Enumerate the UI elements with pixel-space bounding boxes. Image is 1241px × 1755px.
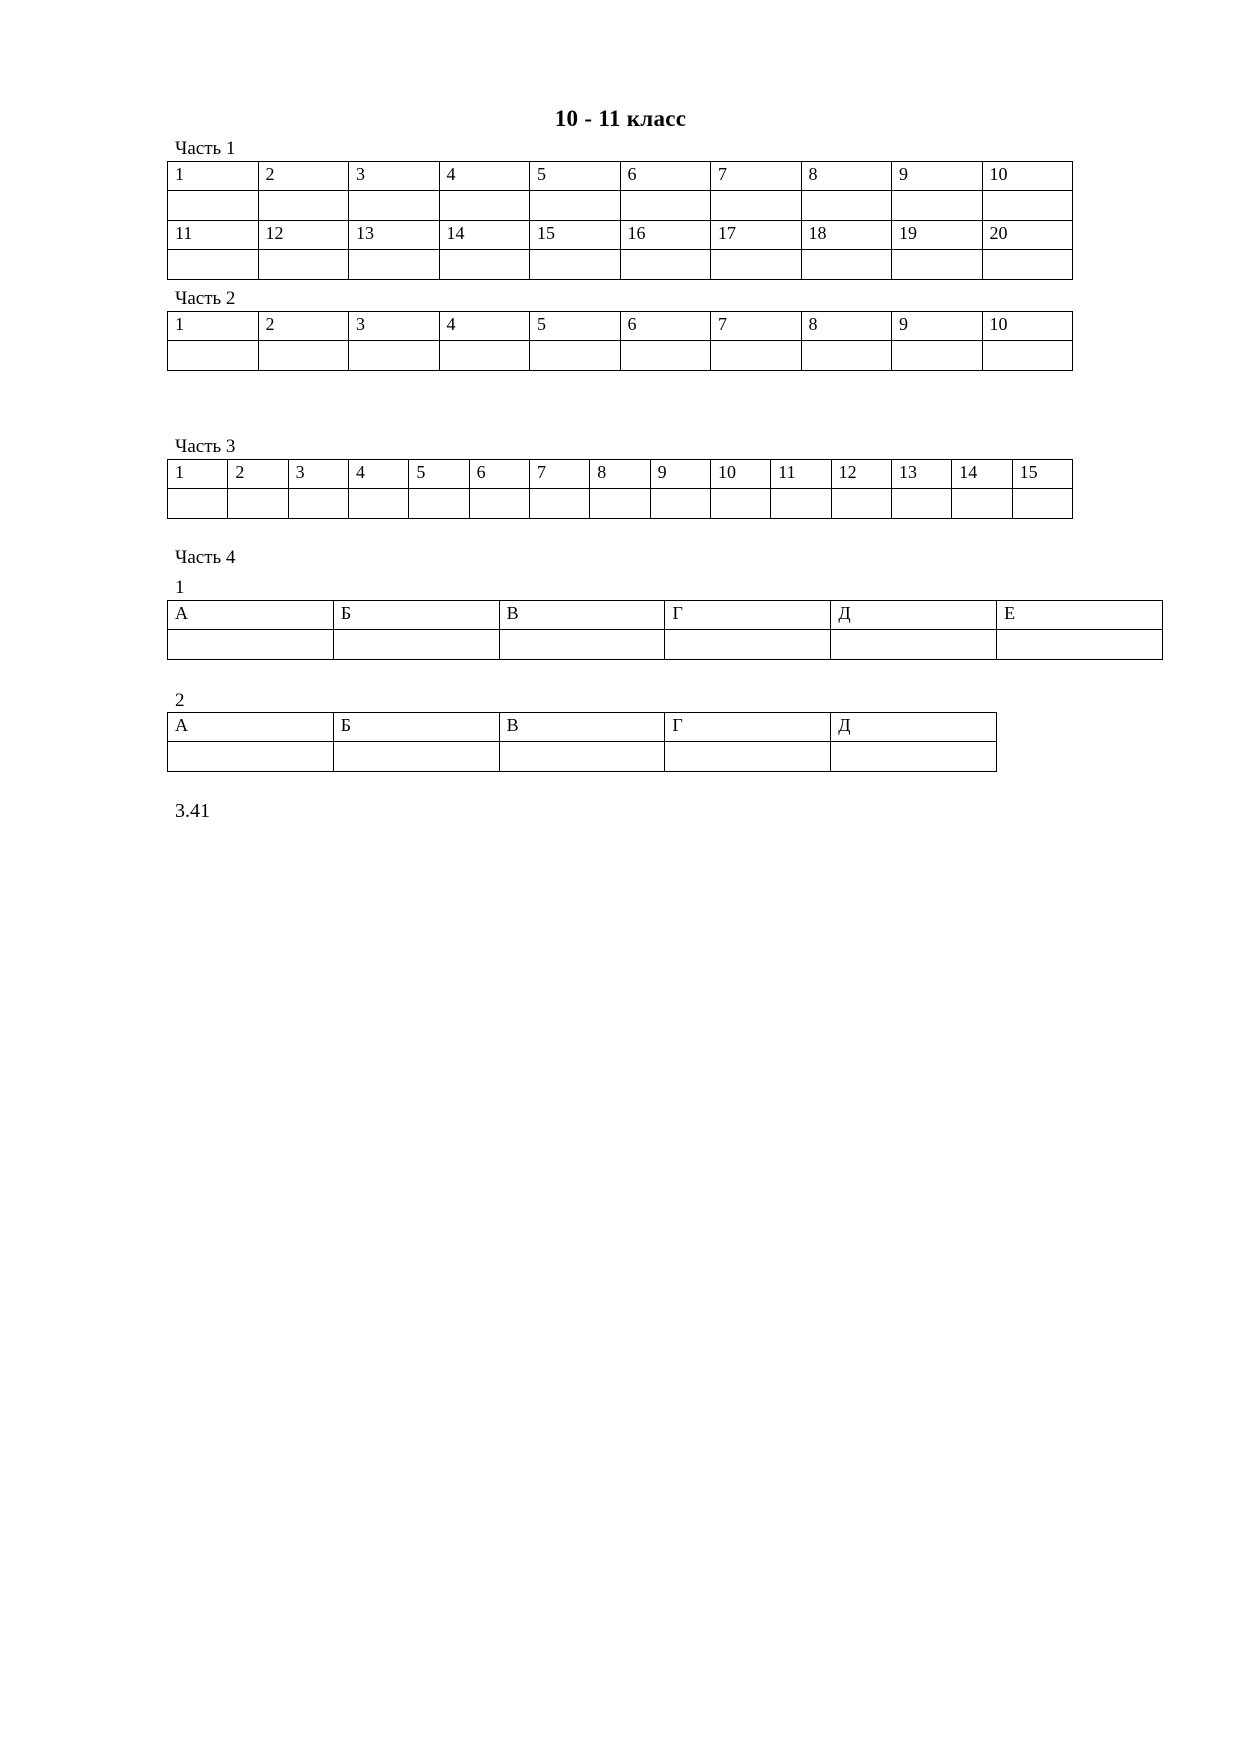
cell-answer-blank[interactable] bbox=[409, 489, 469, 519]
cell-option-letter: Г bbox=[665, 713, 831, 742]
table-row bbox=[168, 221, 1073, 250]
cell-answer-blank[interactable] bbox=[620, 191, 711, 221]
cell-answer-blank[interactable] bbox=[228, 489, 288, 519]
cell-option-letter: Е bbox=[997, 601, 1163, 630]
cell-option-letter: Б bbox=[333, 713, 499, 742]
cell-question-number: 3 bbox=[349, 162, 440, 191]
cell-answer-blank[interactable] bbox=[892, 191, 983, 221]
cell-question-number: 9 bbox=[650, 460, 710, 489]
section-label-part3: Часть 3 bbox=[175, 436, 236, 457]
cell-question-number: 3 bbox=[349, 312, 440, 341]
page-title: 10 - 11 класс bbox=[554, 106, 687, 131]
cell-answer-blank[interactable] bbox=[349, 250, 440, 280]
cell-answer-blank[interactable] bbox=[288, 489, 348, 519]
cell-question-number: 14 bbox=[952, 460, 1012, 489]
footer-note: 3.41 bbox=[175, 800, 210, 822]
table-row bbox=[168, 460, 1073, 489]
cell-answer-blank[interactable] bbox=[529, 489, 589, 519]
answer-table-part3 bbox=[167, 459, 1073, 519]
cell-answer-blank[interactable] bbox=[650, 489, 710, 519]
cell-answer-blank[interactable] bbox=[168, 742, 334, 772]
cell-question-number: 7 bbox=[711, 162, 802, 191]
cell-question-number: 15 bbox=[530, 221, 621, 250]
section-label-part4: Часть 4 bbox=[175, 547, 236, 568]
cell-question-number: 5 bbox=[530, 162, 621, 191]
cell-question-number: 18 bbox=[801, 221, 892, 250]
cell-question-number: 13 bbox=[891, 460, 951, 489]
cell-answer-blank[interactable] bbox=[711, 191, 802, 221]
cell-question-number: 16 bbox=[620, 221, 711, 250]
cell-option-letter: Д bbox=[831, 713, 997, 742]
cell-question-number: 10 bbox=[982, 162, 1073, 191]
cell-answer-blank[interactable] bbox=[258, 250, 349, 280]
cell-answer-blank[interactable] bbox=[997, 630, 1163, 660]
cell-answer-blank[interactable] bbox=[168, 341, 259, 371]
cell-answer-blank[interactable] bbox=[711, 341, 802, 371]
cell-answer-blank[interactable] bbox=[892, 250, 983, 280]
cell-question-number: 10 bbox=[710, 460, 770, 489]
cell-question-number: 12 bbox=[831, 460, 891, 489]
cell-answer-blank[interactable] bbox=[530, 191, 621, 221]
answer-table-part4-1 bbox=[167, 600, 1163, 660]
cell-answer-blank[interactable] bbox=[771, 489, 831, 519]
cell-question-number: 17 bbox=[711, 221, 802, 250]
cell-question-number: 20 bbox=[982, 221, 1073, 250]
answer-table-part1 bbox=[167, 161, 1073, 280]
cell-question-number: 11 bbox=[168, 221, 259, 250]
cell-answer-blank[interactable] bbox=[439, 341, 530, 371]
cell-answer-blank[interactable] bbox=[258, 341, 349, 371]
table-row bbox=[168, 341, 1073, 371]
cell-question-number: 2 bbox=[258, 162, 349, 191]
cell-answer-blank[interactable] bbox=[499, 742, 665, 772]
cell-answer-blank[interactable] bbox=[711, 250, 802, 280]
cell-answer-blank[interactable] bbox=[801, 341, 892, 371]
cell-answer-blank[interactable] bbox=[469, 489, 529, 519]
cell-answer-blank[interactable] bbox=[982, 191, 1073, 221]
cell-answer-blank[interactable] bbox=[348, 489, 408, 519]
table-row bbox=[168, 489, 1073, 519]
cell-answer-blank[interactable] bbox=[499, 630, 665, 660]
cell-question-number: 4 bbox=[348, 460, 408, 489]
cell-answer-blank[interactable] bbox=[665, 742, 831, 772]
cell-question-number: 1 bbox=[168, 460, 228, 489]
cell-question-number: 6 bbox=[620, 312, 711, 341]
cell-question-number: 4 bbox=[439, 312, 530, 341]
cell-question-number: 5 bbox=[530, 312, 621, 341]
cell-answer-blank[interactable] bbox=[168, 630, 334, 660]
cell-answer-blank[interactable] bbox=[665, 630, 831, 660]
cell-option-letter: Б bbox=[333, 601, 499, 630]
cell-question-number: 19 bbox=[892, 221, 983, 250]
cell-answer-blank[interactable] bbox=[801, 250, 892, 280]
table-row bbox=[168, 601, 1163, 630]
subsection-label-part4-2: 2 bbox=[175, 690, 185, 711]
cell-question-number: 2 bbox=[228, 460, 288, 489]
cell-option-letter: Д bbox=[831, 601, 997, 630]
table-row bbox=[168, 162, 1073, 191]
cell-answer-blank[interactable] bbox=[530, 341, 621, 371]
cell-question-number: 4 bbox=[439, 162, 530, 191]
cell-answer-blank[interactable] bbox=[530, 250, 621, 280]
cell-answer-blank[interactable] bbox=[831, 742, 997, 772]
cell-answer-blank[interactable] bbox=[168, 489, 228, 519]
cell-answer-blank[interactable] bbox=[892, 341, 983, 371]
cell-answer-blank[interactable] bbox=[801, 191, 892, 221]
answer-table-part4-2 bbox=[167, 712, 997, 772]
cell-question-number: 8 bbox=[801, 162, 892, 191]
cell-answer-blank[interactable] bbox=[439, 250, 530, 280]
cell-answer-blank[interactable] bbox=[349, 341, 440, 371]
cell-question-number: 7 bbox=[529, 460, 589, 489]
cell-question-number: 10 bbox=[982, 312, 1073, 341]
cell-answer-blank[interactable] bbox=[831, 489, 891, 519]
cell-answer-blank[interactable] bbox=[439, 191, 530, 221]
cell-question-number: 3 bbox=[288, 460, 348, 489]
cell-question-number: 7 bbox=[711, 312, 802, 341]
table-row bbox=[168, 742, 997, 772]
answer-table-part2 bbox=[167, 311, 1073, 371]
cell-question-number: 5 bbox=[409, 460, 469, 489]
cell-question-number: 9 bbox=[892, 312, 983, 341]
cell-answer-blank[interactable] bbox=[891, 489, 951, 519]
cell-answer-blank[interactable] bbox=[333, 630, 499, 660]
cell-answer-blank[interactable] bbox=[349, 191, 440, 221]
cell-answer-blank[interactable] bbox=[333, 742, 499, 772]
cell-answer-blank[interactable] bbox=[620, 341, 711, 371]
table-row bbox=[168, 250, 1073, 280]
cell-answer-blank[interactable] bbox=[982, 250, 1073, 280]
cell-answer-blank[interactable] bbox=[590, 489, 650, 519]
cell-question-number: 9 bbox=[892, 162, 983, 191]
cell-question-number: 2 bbox=[258, 312, 349, 341]
subsection-label-part4-1: 1 bbox=[175, 577, 185, 598]
cell-answer-blank[interactable] bbox=[168, 250, 259, 280]
cell-question-number: 1 bbox=[168, 312, 259, 341]
cell-option-letter: В bbox=[499, 601, 665, 630]
cell-question-number: 14 bbox=[439, 221, 530, 250]
cell-question-number: 6 bbox=[620, 162, 711, 191]
cell-question-number: 1 bbox=[168, 162, 259, 191]
cell-option-letter: Г bbox=[665, 601, 831, 630]
cell-answer-blank[interactable] bbox=[982, 341, 1073, 371]
section-label-part1: Часть 1 bbox=[175, 138, 236, 159]
cell-answer-blank[interactable] bbox=[831, 630, 997, 660]
cell-option-letter: В bbox=[499, 713, 665, 742]
cell-answer-blank[interactable] bbox=[710, 489, 770, 519]
table-row bbox=[168, 191, 1073, 221]
cell-answer-blank[interactable] bbox=[1012, 489, 1072, 519]
cell-question-number: 12 bbox=[258, 221, 349, 250]
cell-question-number: 6 bbox=[469, 460, 529, 489]
cell-question-number: 8 bbox=[801, 312, 892, 341]
cell-question-number: 15 bbox=[1012, 460, 1072, 489]
table-row bbox=[168, 630, 1163, 660]
table-row bbox=[168, 713, 997, 742]
cell-answer-blank[interactable] bbox=[168, 191, 259, 221]
cell-option-letter: А bbox=[168, 601, 334, 630]
cell-question-number: 8 bbox=[590, 460, 650, 489]
cell-answer-blank[interactable] bbox=[258, 191, 349, 221]
cell-question-number: 11 bbox=[771, 460, 831, 489]
cell-question-number: 13 bbox=[349, 221, 440, 250]
table-row bbox=[168, 312, 1073, 341]
cell-answer-blank[interactable] bbox=[620, 250, 711, 280]
section-label-part2: Часть 2 bbox=[175, 288, 236, 309]
cell-answer-blank[interactable] bbox=[952, 489, 1012, 519]
cell-option-letter: А bbox=[168, 713, 334, 742]
